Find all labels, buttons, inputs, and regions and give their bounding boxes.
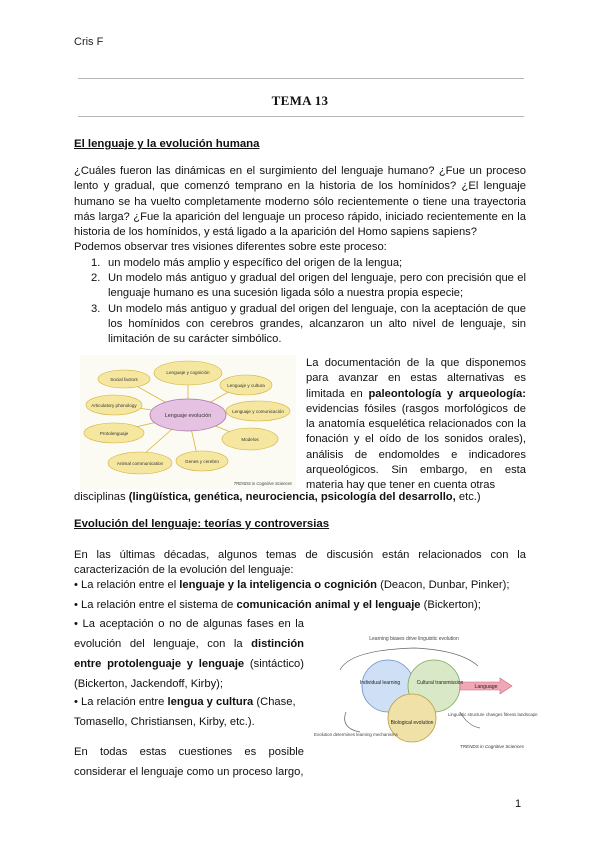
- left-arc: [345, 712, 360, 732]
- bullet-text: • La relación entre: [74, 696, 168, 708]
- bullet-text: • La relación entre el: [74, 579, 180, 591]
- diagram2-credit: TRENDS in Cognitive Sciences: [459, 744, 524, 749]
- bullet-bold: comunicación animal y el lenguaje: [236, 599, 421, 611]
- list-item: [74, 302, 526, 348]
- top-arc: [340, 648, 478, 670]
- disciplines-line: [74, 490, 526, 505]
- intro-paragraph: ¿Cuáles fueron las dinámicas en el surgimiento del lenguaje humano? ¿Fue un proceso lento y gradual, que comenzó temprano en la historia de los homínidos? ¿El lenguaje humano se ha vuelto completamente moderno sólo recientemente o tiene una trayectoria más larga? ¿Fue la aparición del lenguaje un proceso rápido, iniciado recientemente en la historia de los homínidos, y está ligado a la aparición del Homo sapiens sapiens?: [74, 165, 526, 239]
- top-rule: [78, 78, 524, 79]
- section1-body: [74, 164, 526, 348]
- bullet-text: (Bickerton);: [420, 599, 481, 611]
- list-number: 1.: [91, 256, 101, 269]
- page-title: TEMA 13: [271, 93, 329, 108]
- bullet-text: • La relación entre el sistema de: [74, 599, 237, 611]
- bullet-cognition: [74, 578, 526, 593]
- cont-text-b: etc.): [455, 491, 481, 503]
- node-label: Social factors: [110, 377, 138, 382]
- list-text: Un modelo más antiguo y gradual del origen del lenguaje, pero con precisión que el lenguaje humano es una sucesión ligada sólo a nuestra propia especie;: [108, 272, 526, 300]
- doc-text-b: evidencias fósiles (rasgos morfológicos de la anatomía esquelética relacionados con la fonación y el oído de los sonidos orales), análisis de endomoldes e indicadores arqueológicos. Sin embargo, en esta materia hay que tener en cuenta otras: [306, 402, 526, 492]
- models-list: [74, 256, 526, 348]
- bullet-bold: lengua y cultura: [167, 696, 254, 708]
- circle2-label: Cultural transmission: [416, 680, 464, 686]
- section2-heading: Evolución del lenguaje: teorías y controversias: [74, 518, 330, 530]
- bullet-bold: distinción entre protolenguaje y lenguaje: [74, 638, 304, 670]
- bullet-text: • La aceptación o no de algunas fases en la evolución del lenguaje, con la: [74, 618, 304, 650]
- list-text: Un modelo más antiguo y gradual del origen del lenguaje, con la aceptación de que los homínidos con cerebros grandes, alcanzaron un alto nivel de lenguaje, sin limitación de su carácter simbólico.: [108, 302, 526, 346]
- node-label: Protolenguaje: [99, 431, 129, 436]
- list-text: un modelo más amplio y específico del origen de la lengua;: [108, 256, 403, 269]
- circle3-label: Biological evolution: [390, 720, 434, 726]
- bullet-text: (Deacon, Dunbar, Pinker);: [377, 579, 510, 591]
- doc-bold-a: paleontología y arqueología:: [368, 387, 526, 400]
- center-label: Lenguaje evolución: [164, 413, 212, 419]
- list-number: 2.: [91, 272, 101, 285]
- bullet-bold: lenguaje y la inteligencia o cognición: [179, 579, 377, 591]
- diagram1-credit: TRENDS in Cognitive Sciences: [233, 481, 292, 486]
- left-note: Evolution determines learning mechanisms: [314, 732, 398, 737]
- title-rule: [78, 116, 524, 117]
- node-label: Articulatory phonology: [91, 403, 137, 408]
- iterated-learning-diagram: [310, 632, 538, 752]
- circle1-label: Individual learning: [359, 680, 401, 686]
- right-note: Linguistic structure changes fitness landscape: [448, 712, 538, 717]
- node-label: Lenguaje y comunicación: [232, 409, 284, 414]
- top-label: Learning biases drive linguistic evolution: [369, 636, 459, 642]
- page-number: 1: [515, 798, 522, 810]
- node-label: Modelos: [241, 437, 259, 442]
- bullet-culture: [74, 692, 304, 732]
- bullet-animal-communication: [74, 598, 526, 613]
- node-label: Animal communication: [116, 461, 164, 466]
- bullet-protolanguage: [74, 614, 304, 694]
- bullet-text: (Chase, Tomasello, Christiansen, Kirby, etc.).: [74, 696, 296, 728]
- arrow-label: Language: [474, 684, 498, 690]
- language-evolution-mindmap: [80, 355, 296, 489]
- node-label: Lenguaje y cultura: [227, 383, 265, 388]
- node-label: Lenguaje y cognición: [166, 370, 210, 375]
- section2-intro: En las últimas décadas, algunos temas de discusión están relacionados con la caracterización de la evolución del lenguaje:: [74, 549, 526, 577]
- cont-text-a: disciplinas: [74, 491, 129, 503]
- bullet-text: (sintáctico) (Bickerton, Jackendoff, Kirby);: [74, 658, 304, 690]
- author-name: Cris F: [74, 36, 104, 48]
- closing-paragraph: En todas estas cuestiones es posible considerar el lenguaje como un proceso largo,: [74, 746, 304, 778]
- list-item: [74, 271, 526, 302]
- lead-sentence: Podemos observar tres visiones diferentes sobre este proceso:: [74, 241, 387, 254]
- cont-bold: (lingüística, genética, neurociencia, psicología del desarrollo,: [128, 491, 456, 503]
- section1-heading: El lenguaje y la evolución humana: [74, 138, 260, 150]
- list-number: 3.: [91, 302, 101, 315]
- node-label: Genes y cerebro: [185, 459, 219, 464]
- doc-text-a: La documentación de la que disponemos para avanzar en estas alternativas es limitada en: [306, 357, 526, 400]
- list-item: [74, 256, 526, 271]
- documentation-paragraph: [306, 356, 526, 494]
